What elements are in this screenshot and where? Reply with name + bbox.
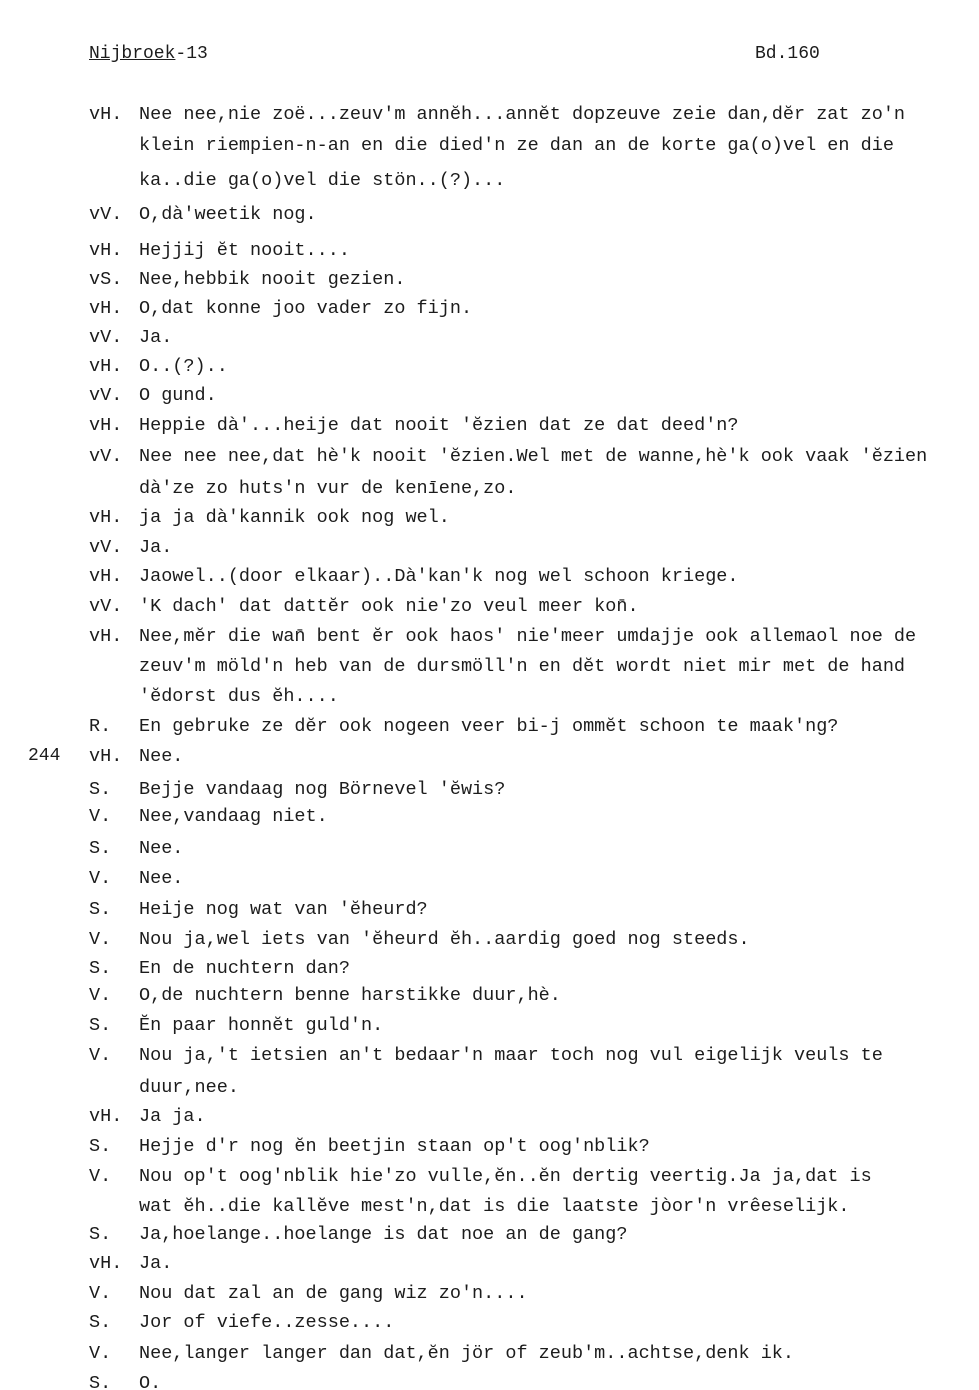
utterance-text: duur,nee. [139,1077,239,1098]
utterance-text: Nee nee,nie zoë...zeuv'm annĕh...annĕt dopzeuve zeie dan,dĕr zat zo'n [139,104,906,125]
speaker-label: vH. [89,1253,123,1274]
speaker-label: S. [89,1015,112,1036]
speaker-label: vH. [89,356,123,377]
speaker-label: V. [89,1283,112,1304]
utterance-text: Bejje vandaag nog Börnevel 'ĕwis? [139,779,506,800]
speaker-label: S. [89,899,112,920]
speaker-label: vH. [89,507,123,528]
speaker-label: vH. [89,415,123,436]
speaker-label: S. [89,1373,112,1390]
utterance-text: 'ĕdorst dus ĕh.... [139,686,339,707]
header-tape-id: Bd.160 [755,44,820,64]
speaker-label: vH. [89,1106,123,1127]
speaker-label: V. [89,1045,112,1066]
speaker-label: vV. [89,327,123,348]
utterance-text: Nee,mĕr die wan̄ bent ĕr ook haos' nie'meer umdajje ook allemaol noe de [139,626,917,647]
utterance-text: Ja. [139,537,173,558]
utterance-text: ka..die ga(o)vel die stön..(?)... [139,170,506,191]
speaker-label: S. [89,838,112,859]
speaker-label: R. [89,716,112,737]
speaker-label: S. [89,1136,112,1157]
utterance-text: Ja. [139,327,173,348]
speaker-label: vH. [89,240,123,261]
utterance-text: En gebruke ze dĕr ook nogeen veer bi-j ommĕt schoon te maak'ng? [139,716,839,737]
utterance-text: Nee nee nee,dat hè'k nooit 'ĕzien.Wel met de wanne,hè'k ook vaak 'ĕzien [139,446,928,467]
speaker-label: S. [89,1224,112,1245]
utterance-text: wat ĕh..die kallĕve mest'n,dat is die laatste jòor'n vrêeselijk. [139,1196,850,1217]
utterance-text: Nou dat zal an de gang wiz zo'n.... [139,1283,528,1304]
speaker-label: vS. [89,269,123,290]
utterance-text: O. [139,1373,162,1390]
header-file-name: Nijbroek [89,44,176,64]
speaker-label: vV. [89,537,123,558]
utterance-text: Nee. [139,746,184,767]
utterance-text: Jaowel..(door elkaar)..Dà'kan'k nog wel schoon kriege. [139,566,739,587]
speaker-label: V. [89,929,112,950]
utterance-text: Nou ja,'t ietsien an't bedaar'n maar toch nog vul eigelijk veuls te [139,1045,883,1066]
speaker-label: vV. [89,596,123,617]
speaker-label: V. [89,868,112,889]
utterance-text: Hejje d'r nog ĕn beetjin staan op't oog'nblik? [139,1136,650,1157]
speaker-label: V. [89,1166,112,1187]
speaker-label: vH. [89,566,123,587]
speaker-label: vH. [89,104,123,125]
utterance-text: Nee,hebbik nooit gezien. [139,269,406,290]
speaker-label: vV. [89,446,123,467]
speaker-label: vH. [89,746,123,767]
utterance-text: Nou ja,wel iets van 'ĕheurd ĕh..aardig goed nog steeds. [139,929,750,950]
utterance-text: En de nuchtern dan? [139,958,350,979]
utterance-text: Jor of viefe..zesse.... [139,1312,395,1333]
utterance-text: O,de nuchtern benne harstikke duur,hè. [139,985,561,1006]
utterance-text: O..(?).. [139,356,228,377]
utterance-text: Nou op't oog'nblik hie'zo vulle,ĕn..ĕn dertig veertig.Ja ja,dat is [139,1166,872,1187]
utterance-text: Ja,hoelange..hoelange is dat noe an de gang? [139,1224,628,1245]
margin-number: 244 [28,746,61,766]
speaker-label: vH. [89,626,123,647]
speaker-label: S. [89,958,112,979]
utterance-text: ja ja dà'kannik ook nog wel. [139,507,450,528]
utterance-text: Nee. [139,838,184,859]
speaker-label: V. [89,985,112,1006]
speaker-label: V. [89,806,112,827]
utterance-text: Ĕn paar honnĕt guld'n. [139,1015,384,1036]
utterance-text: Heppie dà'...heije dat nooit 'ĕzien dat ze dat deed'n? [139,415,739,436]
utterance-text: 'K dach' dat dattĕr ook nie'zo veul meer kon̄. [139,596,639,617]
speaker-label: vH. [89,298,123,319]
utterance-text: Nee. [139,868,184,889]
header-file-id [89,44,208,64]
utterance-text: Ja. [139,1253,173,1274]
utterance-text: O,dà'weetik nog. [139,204,317,225]
speaker-label: V. [89,1343,112,1364]
utterance-text: O,dat konne joo vader zo fijn. [139,298,473,319]
utterance-text: Ja ja. [139,1106,206,1127]
speaker-label: vV. [89,204,123,225]
speaker-label: S. [89,1312,112,1333]
utterance-text: O gund. [139,385,217,406]
utterance-text: Nee,langer langer dan dat,ĕn jör of zeub'm..achtse,denk ik. [139,1343,795,1364]
utterance-text: klein riempien-n-an en die died'n ze dan an de korte ga(o)vel en die [139,135,894,156]
header-file-suffix: -13 [175,44,208,64]
speaker-label: vV. [89,385,123,406]
utterance-text: dà'ze zo huts'n vur de kenīene,zo. [139,478,517,499]
speaker-label: S. [89,779,112,800]
utterance-text: Hejjij ĕt nooit.... [139,240,350,261]
utterance-text: Nee,vandaag niet. [139,806,328,827]
utterance-text: Heije nog wat van 'ĕheurd? [139,899,428,920]
utterance-text: zeuv'm möld'n heb van de dursmöll'n en dĕt wordt niet mir met de hand [139,656,906,677]
